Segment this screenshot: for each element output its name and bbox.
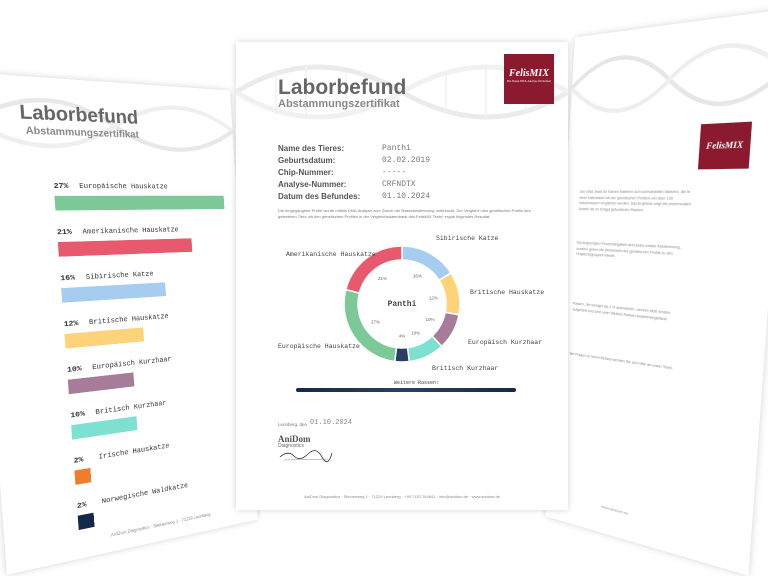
- breed-bar-row: [63, 312, 169, 354]
- breed-bar-name: Amerikanische Hauskatze: [82, 226, 179, 236]
- breed-bar-percent: 2%: [76, 500, 87, 512]
- donut-category-label: Amerikanische Hauskatze: [286, 251, 376, 258]
- donut-value-label: 16%: [412, 273, 422, 279]
- donut-value-label: 21%: [377, 276, 387, 282]
- right-footer: www.anidom.de: [600, 503, 629, 517]
- donut-category-label: Sibirische Katze: [436, 235, 499, 242]
- breed-bar: [78, 513, 95, 530]
- breed-bar: [54, 196, 224, 211]
- breed-bar-name: Irische Hauskatze: [98, 442, 170, 461]
- breed-bar-row: [70, 399, 167, 445]
- breed-bar-percent: 10%: [66, 364, 82, 376]
- breed-bar-row: [56, 226, 179, 263]
- breed-bar-percent: 21%: [56, 228, 73, 238]
- breed-bar-percent: 2%: [73, 455, 84, 467]
- donut-slice: [402, 246, 451, 280]
- breed-bar: [64, 327, 144, 348]
- left-title: Laborbefund: [18, 101, 139, 129]
- donut-category-label: Europäische Hauskatze: [278, 343, 360, 350]
- breed-bar: [58, 238, 193, 256]
- donut-slice: [439, 273, 460, 315]
- donut-value-label: 10%: [411, 330, 421, 336]
- breed-bar: [74, 468, 91, 485]
- donut-category-label: Britische Hauskatze: [470, 289, 545, 296]
- breed-bar-name: Norwegische Waldkatze: [101, 481, 189, 506]
- breed-bar-percent: 27%: [53, 182, 69, 192]
- breed-bar: [71, 416, 138, 440]
- donut-slice: [408, 336, 442, 361]
- felismix-logo: FelisMIX: [698, 122, 752, 170]
- breed-donut-chart: [236, 232, 568, 402]
- left-subtitle: Abstammungszertifikat: [25, 124, 140, 140]
- breed-bar-percent: 10%: [70, 410, 86, 421]
- breed-bar-row: [53, 182, 168, 216]
- breed-bar: [68, 372, 135, 394]
- right-paragraph-2: Die angezeigten Prozentangaben sind keine exakte Abstammung, sondern geben die Ähnlichkeit des genetischen Profils zu den Vergleichsgruppen wieder.: [575, 240, 681, 259]
- donut-value-label: 27%: [371, 319, 381, 325]
- felismix-logo: FelisMIX Die Rasse-DNA-Analyse für Katzen: [504, 54, 554, 104]
- breed-bar: [61, 282, 166, 302]
- more-breeds-label: Weitere Rassen:: [394, 380, 440, 386]
- page-subtitle: Abstammungszertifikat: [278, 98, 400, 110]
- breed-bar-percent: 12%: [63, 319, 79, 330]
- anidom-stamp: AniDom Diagnostics: [278, 434, 334, 464]
- right-paragraph-4: Bei Fragen zu Ihrem Befund wenden Sie sich bitte an unser Team.: [569, 351, 674, 371]
- breed-bar-row: [60, 270, 154, 309]
- breed-bar-percent: 16%: [60, 273, 76, 284]
- breed-bar-name: Sibirische Katze: [85, 270, 154, 282]
- breed-bar-row: [73, 442, 170, 490]
- center-certificate-page: Laborbefund Abstammungszertifikat FelisMIX Die Rasse-DNA-Analyse für Katzen Name des Tieres: Panthi Geburtsdatum: 02.02.2019 Chip-Nummer: ----- Analyse-Nummer: CRFNDTX Datum des Befundes: 01.10.2024 Die eingegangene Probe wurde mittels DNA-Analyse zum Zweck der Rassebestimmung untersucht. Der Vergleich des genetischen Profils des getesteten Tiers mit den genetischen Profilen in der Vergleichsdatenbank des FelisMIX Tests* ergab folgendes Resultat: 16% Sibirische Katze 12% Britische Hauskatze 10% Europäisch Kurzhaar 10% Britisch Kurzhaar 4% 27% Europäische Hauskatze 21% Amerikanische Hauskatze Panthi Weitere Rassen: Leonberg, den 01.10.2024 AniDom Diagnostics AniDom Diagnostics · Steinenweg 1 · 71229 Leonberg · +49 7152 764641 · info@anidom.de · www.anidom.de: [236, 42, 568, 510]
- page-title: Laborbefund: [278, 76, 407, 99]
- intro-text: Die eingegangene Probe wurde mittels DNA-Analyse zum Zweck der Rassebestimmung untersucht. Der Vergleich des genetischen Profils des getesteten Tiers mit den genetischen Profilen in der Vergleichsdatenbank des FelisMIX Tests* ergab folgendes Resultat:: [278, 208, 531, 219]
- breed-bar-row: [66, 355, 172, 399]
- place-date-label: Leonberg, den: [278, 422, 308, 427]
- place-date-value: 01.10.2024: [310, 419, 353, 427]
- left-footer: AniDom Diagnostics · Steinenweg 1 · 71229 Leonberg: [110, 511, 211, 538]
- right-paragraph-1: Der DNA-Tests für Katzen basieren auf hochvariablen Markern, die in einer Datenbank mit den genetischen Profilen von über 100 Katzenrassen verglichen werden. Das Ergebnis zeigt die prozentualen Anteile der im Erbgut gefundenen Rassen.: [578, 189, 692, 212]
- more-breeds-bar: [296, 388, 516, 392]
- center-footer: AniDom Diagnostics · Steinenweg 1 · 71229 Leonberg · +49 7152 764641 · info@anidom.de · www.anidom.de: [304, 494, 500, 499]
- donut-value-label: 12%: [428, 295, 438, 301]
- breed-bar-name: Europäische Hauskatze: [78, 182, 168, 191]
- signature-graphic: [278, 448, 334, 462]
- breed-bar-name: Britisch Kurzhaar: [95, 399, 167, 417]
- donut-category-label: Britisch Kurzhaar: [432, 365, 499, 372]
- right-info-page: [545, 9, 768, 576]
- breed-bar-name: Europäisch Kurzhaar: [91, 355, 172, 372]
- donut-value-label: 4%: [398, 333, 406, 339]
- left-certificate-page: [0, 72, 258, 575]
- donut-value-label: 10%: [425, 316, 435, 322]
- donut-category-label: Europäisch Kurzhaar: [468, 339, 543, 346]
- donut-center-label: Panthi: [387, 300, 417, 309]
- breed-bar-name: Britische Hauskatze: [88, 312, 169, 327]
- right-paragraph-3: Rassen, die weniger als 2 % ausmachen, werden nicht einzeln aufgeführt und sind unter Weitere Rassen zusammengefasst.: [572, 301, 671, 321]
